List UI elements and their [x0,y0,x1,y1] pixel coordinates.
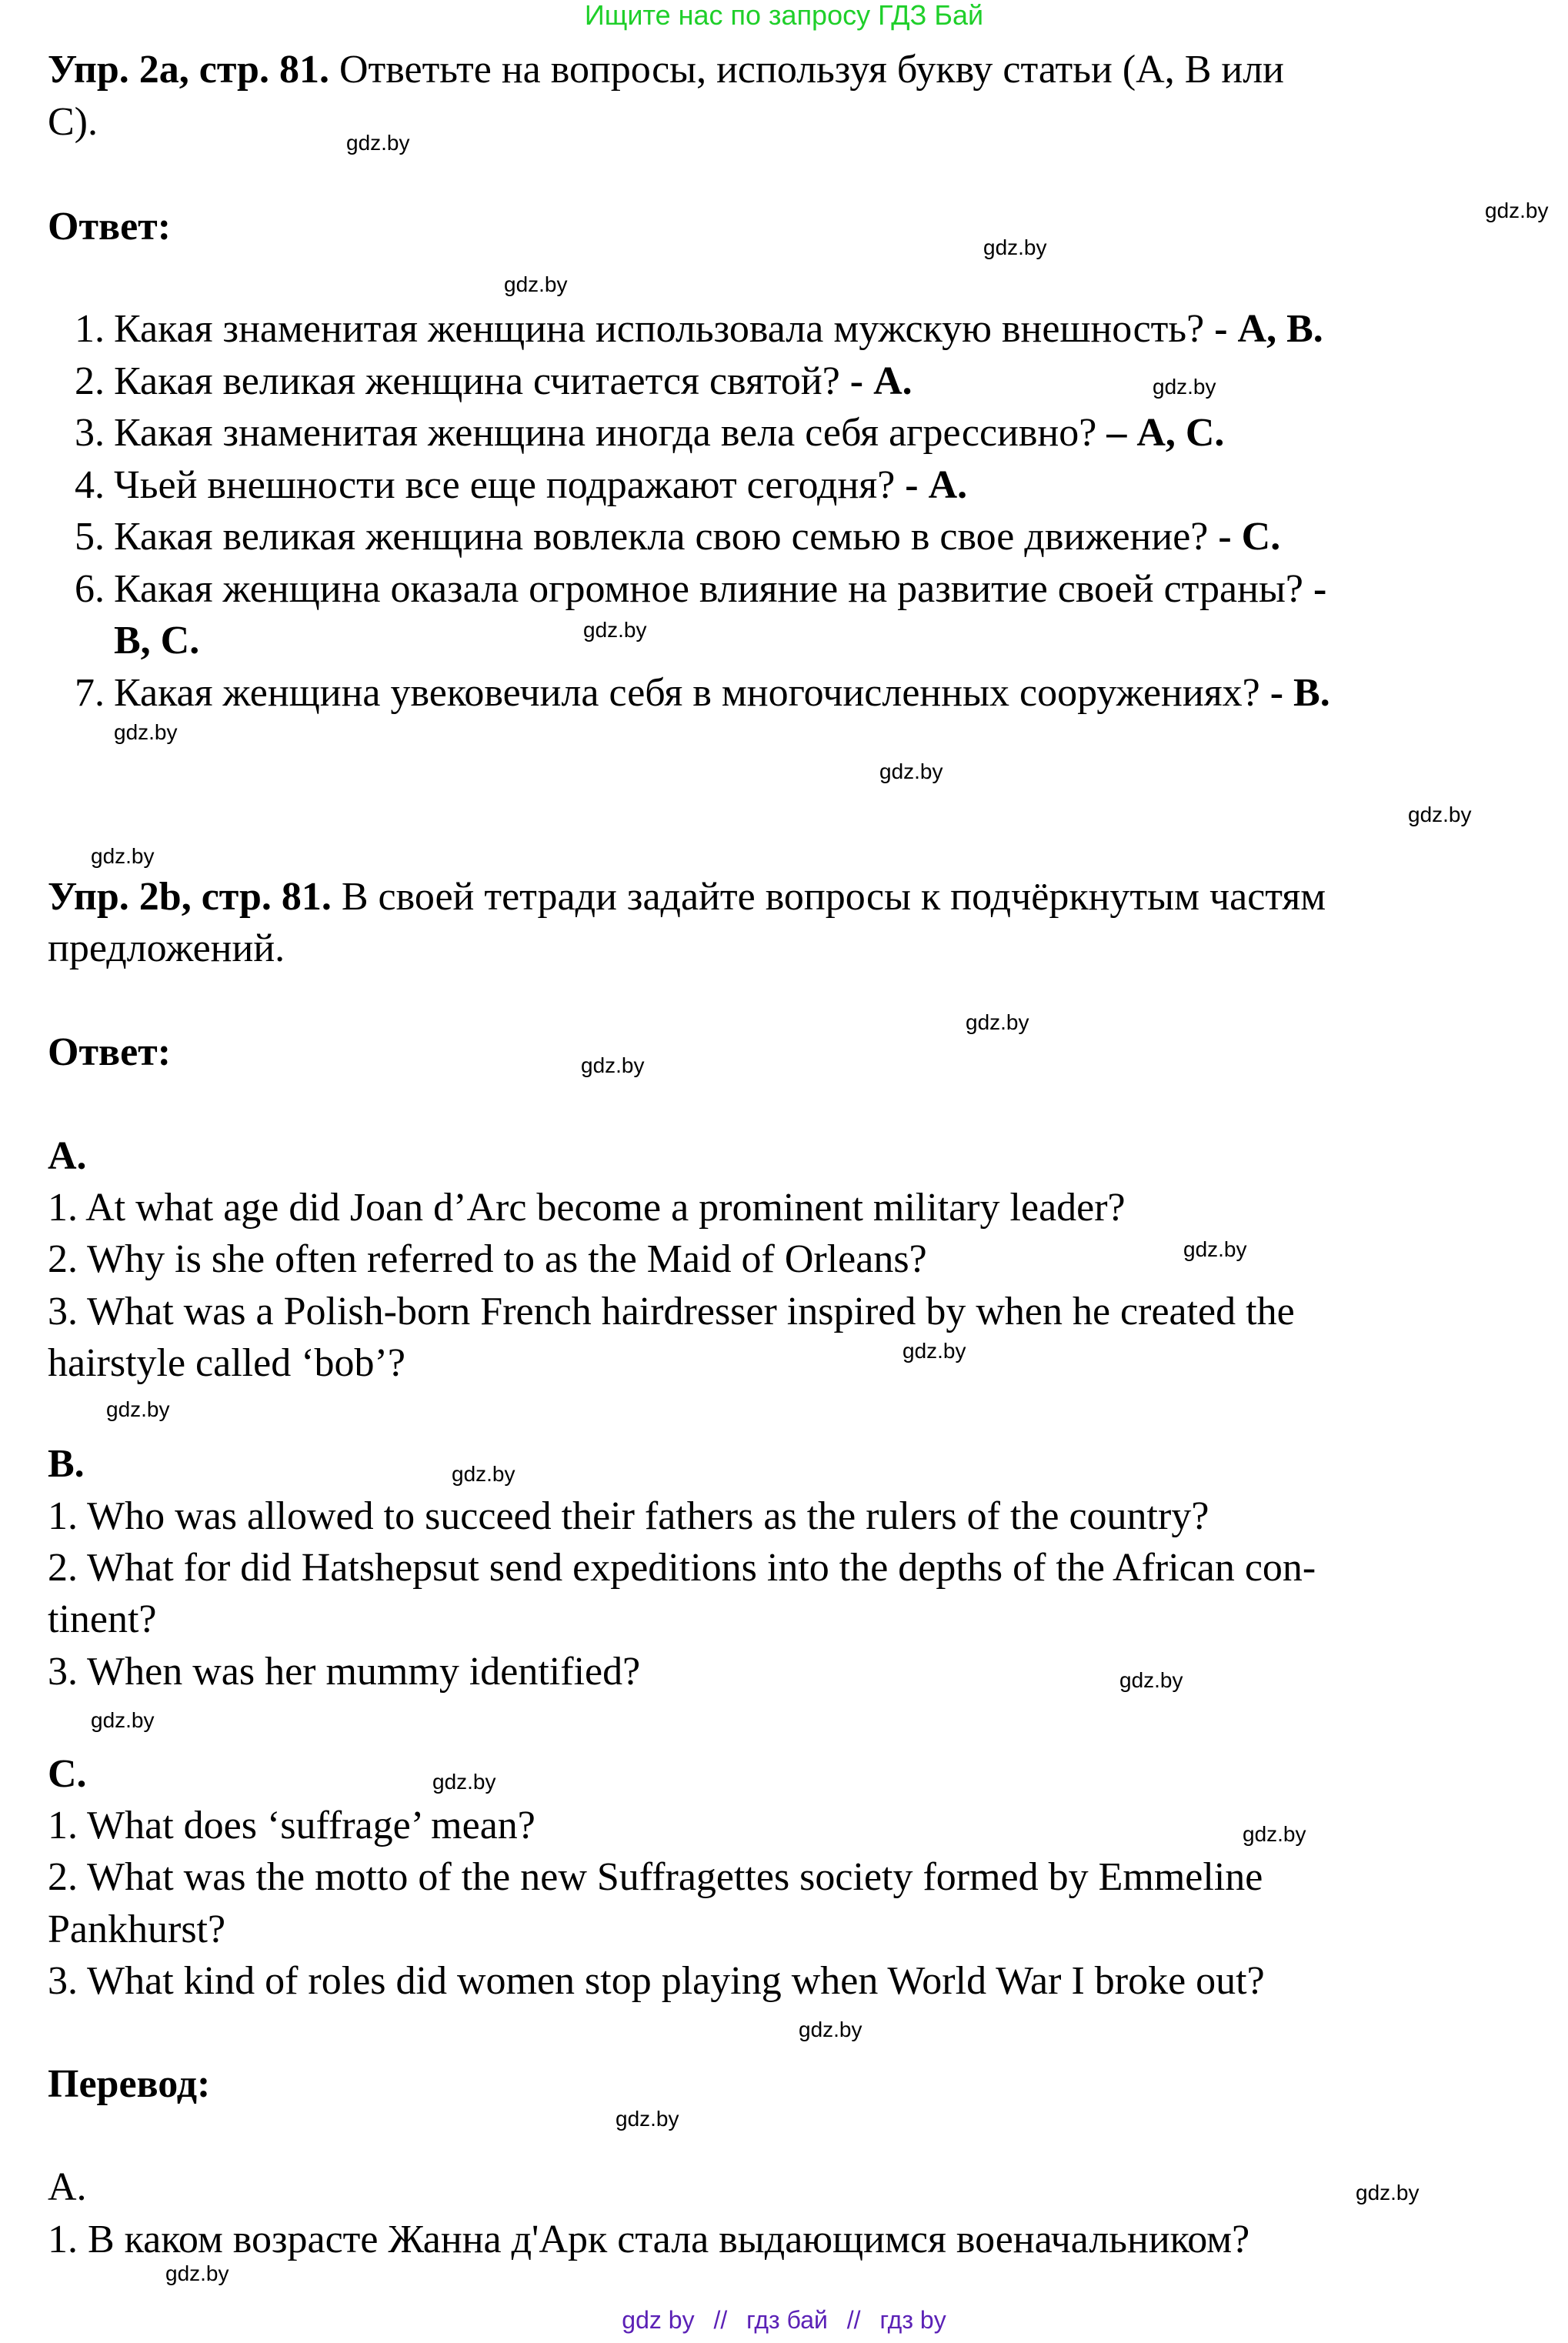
ex2a-item-1 [60,304,1323,355]
ex2b-title [48,872,1326,923]
ex2a-item-question: Какая женщина оказала огромное влияние на развитие своей страны? [114,567,1313,611]
section-c-line: Pankhurst? [48,1907,226,1951]
watermark: gdz.by [1153,375,1216,399]
ex2a-item-2 [60,356,912,407]
footer-links [0,2305,1568,2335]
section-a-line: 1. At what age did Joan d’Arc become a prominent military leader? [48,1186,1126,1230]
footer-link-gdz-by[interactable]: gdz by [622,2306,695,2334]
ex2a-item-number: 3. [75,411,105,455]
section-c-line: 2. What was the motto of the new Suffragettes society formed by Emmeline [48,1855,1263,1899]
ex2a-item-answer: - [1313,567,1327,611]
ex2a-item-question: Какая женщина увековечила себя в многочисленных сооружениях? [114,671,1270,715]
watermark: gdz.by [1408,803,1472,826]
footer-link-gdz-bai[interactable]: гдз бай [746,2306,828,2334]
watermark: gdz.by [799,2018,862,2041]
watermark: gdz.by [1485,199,1549,222]
translation-label: Перевод: [48,2062,211,2106]
section-b-line: 1. Who was allowed to succeed their fathers as the rulers of the country? [48,1494,1209,1538]
section-c-line: 1. What does ‘suffrage’ mean? [48,1804,535,1847]
ex2a-item-number: 2. [75,359,105,403]
watermark: gdz.by [114,720,178,744]
ex2b-title-bold: Упр. 2b, стр. 81. [48,875,332,919]
ex2a-title-bold: Упр. 2а, стр. 81. [48,48,329,92]
ex2a-item-6-continued [114,616,199,666]
ex2a-item-number: 4. [75,463,105,507]
watermark: gdz.by [452,1462,515,1486]
ex2a-item-answer: - A. [849,359,912,403]
ex2a-item-number: 6. [75,567,105,611]
watermark: gdz.by [583,618,647,642]
ex2a-item-number: 5. [75,515,105,559]
watermark: gdz.by [983,235,1047,259]
watermark: gdz.by [432,1770,496,1794]
footer-link-gdz-by-ru[interactable]: гдз by [879,2306,946,2334]
watermark: gdz.by [1243,1822,1306,1846]
watermark: gdz.by [581,1053,645,1077]
ex2a-item-question: Какая великая женщина считается святой? [114,359,850,403]
ex2a-title-text: Ответьте на вопросы, используя букву статьи (A, B или [329,48,1284,92]
footer-separator: // [846,2306,861,2334]
watermark: gdz.by [966,1010,1029,1034]
ex2a-item-question: Чьей внешности все еще подражают сегодня? [114,463,906,507]
ex2b-answer-label: Ответ: [48,1030,172,1074]
ex2a-item-6 [60,564,1326,615]
top-banner[interactable]: Ищите нас по запросу ГДЗ Бай [584,0,984,31]
watermark: gdz.by [1356,2181,1420,2204]
ex2a-item-7 [60,668,1330,719]
watermark: gdz.by [879,759,943,783]
watermark: gdz.by [616,2107,679,2131]
ex2a-item-answer: - A. [905,463,968,507]
watermark: gdz.by [165,2261,229,2285]
ex2a-item-question: Какая знаменитая женщина иногда вела себя агрессивно? [114,411,1107,455]
ex2a-item-3 [60,408,1224,459]
watermark: gdz.by [106,1397,170,1421]
ex2a-answer-label: Ответ: [48,205,172,249]
watermark: gdz.by [1183,1237,1247,1261]
ex2a-item-5 [60,512,1280,562]
section-b-label: B. [48,1442,85,1486]
ex2b-title-line2: предложений. [48,926,285,970]
ex2a-item-answer: B, C. [114,619,200,663]
watermark: gdz.by [346,131,410,155]
watermark: gdz.by [1119,1668,1183,1692]
section-a-label: A. [48,1134,87,1178]
section-a-line: 2. Why is she often referred to as the Maid of Orleans? [48,1237,927,1281]
ex2a-title [48,45,1284,95]
watermark: gdz.by [504,272,568,296]
section-b-line: tinent? [48,1597,157,1641]
translation-section-label: A. [48,2165,87,2209]
ex2a-item-answer: - A, B. [1214,307,1323,351]
section-b-line: 2. What for did Hatshepsut send expeditions into the depths of the African con- [48,1546,1316,1590]
ex2a-item-answer: - C. [1218,515,1281,559]
ex2a-item-question: Какая великая женщина вовлекла свою семью в свое движение? [114,515,1219,559]
ex2a-title-line2: C). [48,100,98,144]
section-a-line: hairstyle called ‘bob’? [48,1341,405,1385]
ex2b-title-text: В своей тетради задайте вопросы к подчёркнутым частям [331,875,1326,919]
watermark: gdz.by [91,1708,155,1732]
section-b-line: 3. When was her mummy identified? [48,1650,641,1694]
watermark: gdz.by [91,844,155,868]
section-a-line: 3. What was a Polish-born French hairdresser inspired by when he created the [48,1290,1295,1333]
ex2a-item-answer: - B. [1269,671,1330,715]
translation-line: 1. В каком возрасте Жанна д'Арк стала выдающимся военачальником? [48,2218,1250,2261]
ex2a-item-answer: – A, C. [1106,411,1225,455]
section-c-line: 3. What kind of roles did women stop playing when World War I broke out? [48,1959,1265,2003]
footer-separator: // [713,2306,728,2334]
ex2a-item-number: 7. [75,671,105,715]
ex2a-item-number: 1. [75,307,105,351]
section-c-label: C. [48,1752,87,1796]
ex2a-item-question: Какая знаменитая женщина использовала мужскую внешность? [114,307,1215,351]
ex2a-item-4 [60,460,967,511]
watermark: gdz.by [902,1339,966,1363]
